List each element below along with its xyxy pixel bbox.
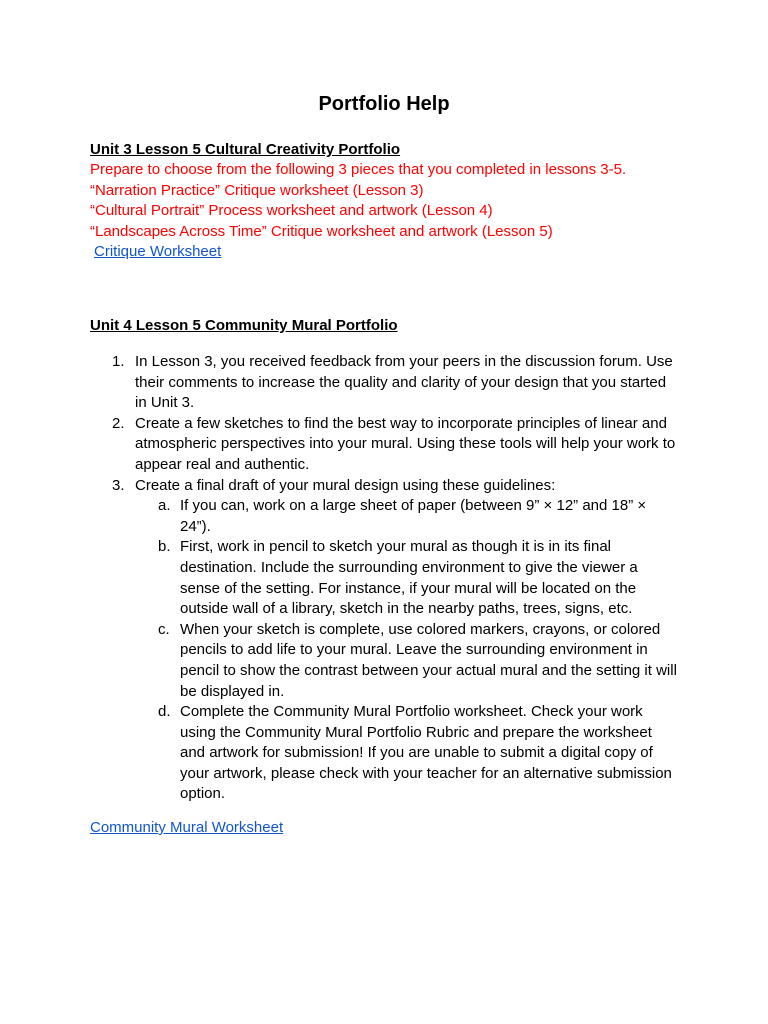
sub-list-item: [135, 537, 680, 619]
section-heading-cultural-creativity: Unit 3 Lesson 5 Cultural Creativity Portfolio: [90, 141, 401, 158]
substep-letter: d.: [158, 703, 171, 721]
substep-letter: b.: [158, 538, 171, 556]
step-text: Create a final draft of your mural design using these guidelines:: [135, 476, 556, 494]
list-item: [90, 476, 680, 806]
list-item: [90, 352, 680, 414]
sub-list-item: [135, 702, 680, 805]
substep-text: When your sketch is complete, use colored markers, crayons, or colored pencils to add life to your mural. Leave the surrounding environment in pencil to show the contrast between your actual mural and the setting it will be displayed in.: [180, 620, 677, 700]
community-mural-worksheet-link[interactable]: Community Mural Worksheet: [90, 819, 284, 836]
step-number: 2.: [112, 414, 125, 432]
step-text: Create a few sketches to find the best way to incorporate principles of linear and atmospheric perspectives into your mural. Using these tools will help your work to appear real and authentic.: [135, 414, 676, 473]
sub-list-item: [135, 496, 680, 537]
portfolio-piece-item: “Cultural Portrait” Process worksheet and artwork (Lesson 4): [90, 202, 493, 219]
substep-text: If you can, work on a large sheet of paper (between 9” × 12” and 18” × 24”).: [180, 497, 647, 535]
page-title: Portfolio Help: [318, 93, 450, 115]
substep-letter: a.: [158, 497, 171, 515]
list-item: [90, 414, 680, 476]
substep-letter: c.: [158, 620, 170, 638]
step-text: In Lesson 3, you received feedback from your peers in the discussion forum. Use their comments to increase the quality and clarity of your design that you started in Unit 3.: [135, 353, 673, 412]
portfolio-piece-item: “Landscapes Across Time” Critique worksheet and artwork (Lesson 5): [90, 222, 553, 240]
guideline-sublist: [135, 496, 680, 805]
portfolio-piece-list: [90, 160, 626, 242]
instruction-line: Prepare to choose from the following 3 pieces that you completed in lessons 3-5.: [90, 161, 627, 178]
section-heading-community-mural: Unit 4 Lesson 5 Community Mural Portfolio: [90, 317, 398, 334]
step-number: 3.: [112, 476, 125, 494]
portfolio-piece-item: “Narration Practice” Critique worksheet (Lesson 3): [90, 181, 424, 199]
step-number: 1.: [112, 353, 125, 370]
substep-text: First, work in pencil to sketch your mural as though it is in its final destination. Include the surrounding environment to give the viewer a sense of the setting. For instance, if your mural will be located on the outside wall of a library, sketch in the nearby paths, trees, signs, etc.: [180, 538, 638, 618]
substep-text: Complete the Community Mural Portfolio worksheet. Check your work using the Community Mural Portfolio Rubric and prepare the worksheet and artwork for submission! If you are unable to submit a digital copy of your artwork, please check with your teacher for an alternative submission option.: [180, 703, 672, 803]
sub-list-item: [135, 620, 680, 702]
critique-worksheet-link[interactable]: Critique Worksheet: [94, 243, 222, 260]
mural-steps-list: [90, 352, 680, 805]
